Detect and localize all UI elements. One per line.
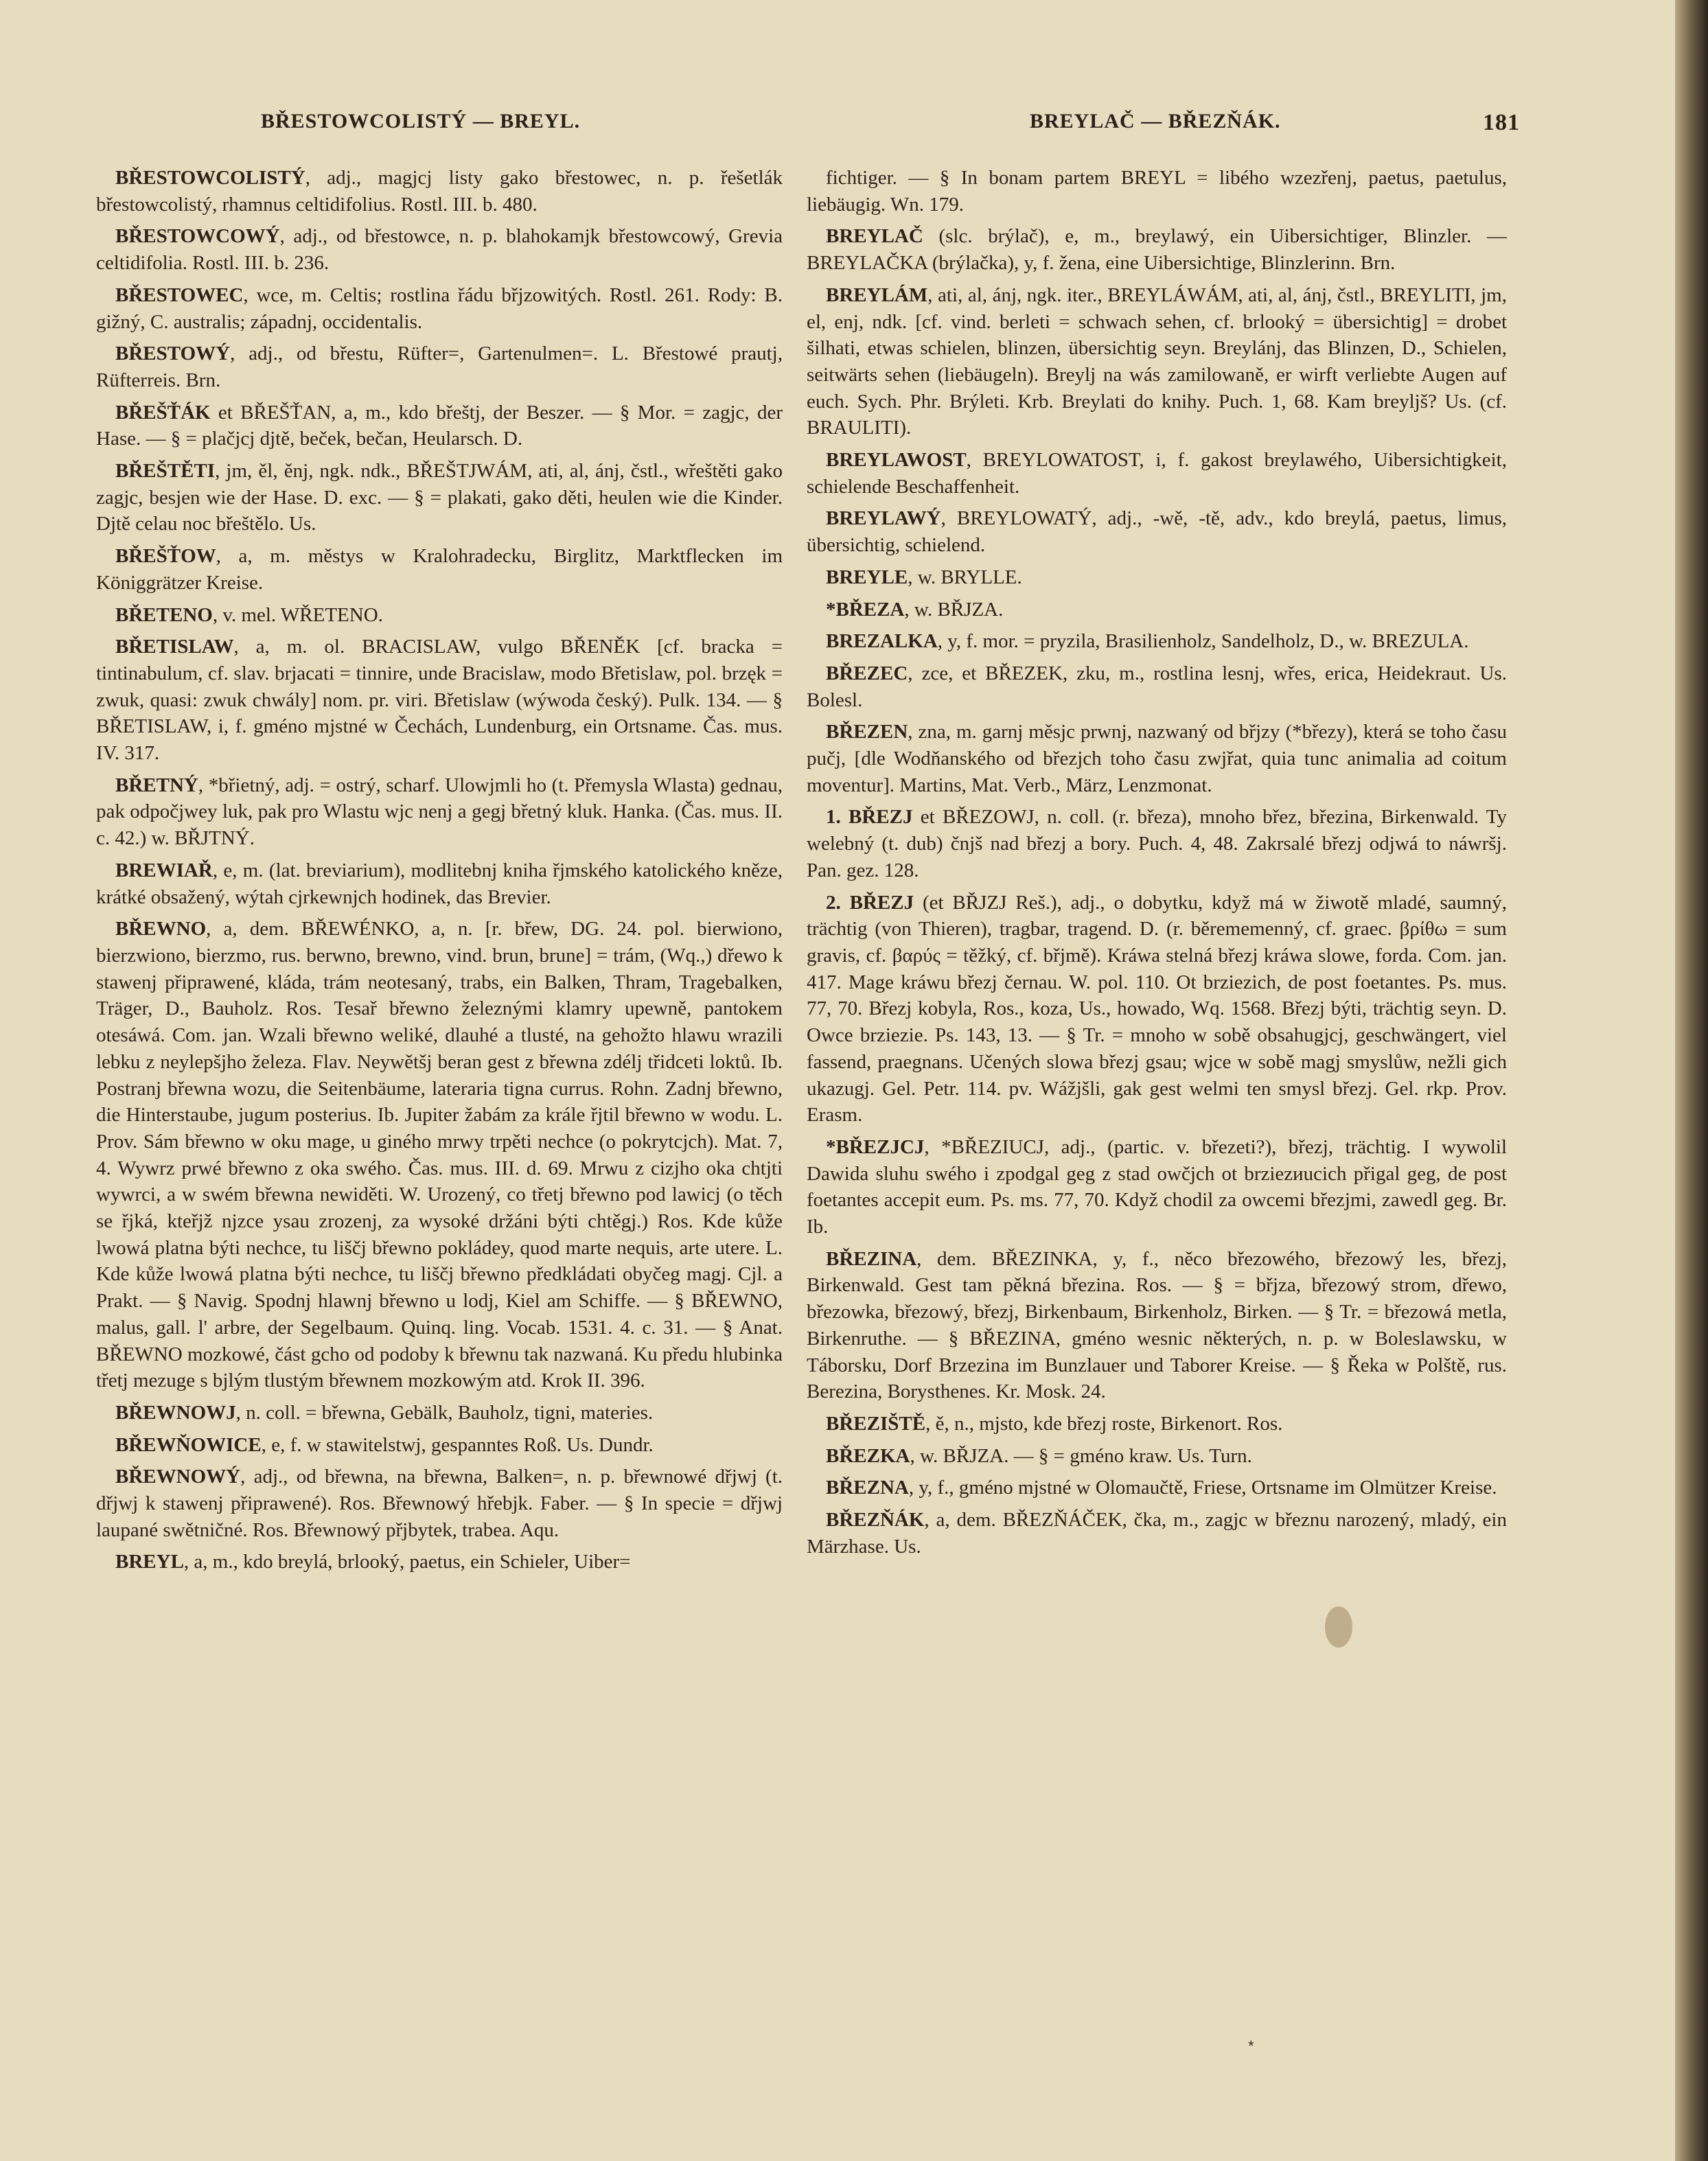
- dictionary-entry: [96, 400, 783, 452]
- entry-text: (slc. brýlač), e, m., breylawý, ein Uibersichtiger, Blinzler. — BREYLAČKA (brýlačka), y, f. žena, eine Uibersichtige, Blinzlerinn. Brn.: [807, 225, 1507, 275]
- entry-text: , a, m. ol. BRACISLAW, vulgo BŘENĚK [cf. bracka = tintinabulum, cf. slav. brjacati = tinnire, unde Bracislaw, modo Břetislaw, pol. brzęk = zwuk, quasi: zwuk chwály] nom. pr. viri. Břetislaw (wýwoda český). Pulk. 134. — § BŘETISLAW, i, f. gméno mjstné w Čechách, Lundenburg, ein Ortsname. Čas. mus. IV. 317.: [96, 636, 783, 765]
- entry-headword: BŘEŠŤOW: [115, 545, 216, 568]
- entry-text: , y, f. mor. = pryzila, Brasilienholz, Sandelholz, D., w. BREZULA.: [937, 630, 1469, 653]
- dictionary-entry: [96, 165, 783, 218]
- dictionary-entry: [96, 1464, 783, 1543]
- entry-text: , zna, m. garnj měsjc prwnj, nazwaný od břjzy (*březy), která se toho času pučj, [dle Wodňanského od březjch toho času zwjřat, quia tunc animalia ad coitum moventur]. Martins, Mat. Verb., März, Lenzmonat.: [807, 721, 1507, 796]
- entry-headword: BŘESTOWEC: [115, 284, 244, 306]
- entry-headword: BREYLAWÝ: [826, 507, 941, 530]
- entry-headword: BŘESTOWCOLISTÝ: [115, 167, 305, 189]
- entry-headword: BŘEZNA: [826, 1477, 909, 1499]
- entry-text: et BŘEŠŤAN, a, m., kdo břeštj, der Beszer. — § Mor. = zagjc, der Hase. — § = plačjcj djtě, beček, bečan, Heularsch. D.: [96, 401, 783, 450]
- dictionary-entry: [96, 634, 783, 767]
- entry-text: fichtiger. — § In bonam partem BREYL = libého wzezřenj, paetus, paetulus, liebäugig. Wn. 179.: [807, 167, 1507, 216]
- entry-text: , w. BŘJZA.: [904, 598, 1004, 621]
- dictionary-entry: [807, 447, 1507, 500]
- entry-text: , v. mel. WŘETENO.: [212, 603, 383, 626]
- header-right-title: BREYLAČ — BŘEZŇÁK.: [1030, 110, 1281, 132]
- entry-text: , y, f., gméno mjstné w Olomaučtě, Friese, Ortsname im Olmützer Kreise.: [908, 1477, 1497, 1499]
- entry-text: , BREYLOWATOST, i, f. gakost breylawého, Uibersichtigkeit, schielende Beschaffenheit.: [807, 449, 1507, 498]
- dictionary-entry: [807, 719, 1507, 798]
- entry-text: , a, dem. BŘEZŇÁČEK, čka, m., zagjc w březnu narozený, mladý, ein Märzhase. Us.: [807, 1509, 1507, 1558]
- entry-text: , zce, et BŘEZEK, zku, m., rostlina lesnj, wřes, erica, Heidekraut. Us. Bolesl.: [807, 662, 1507, 711]
- entry-text: , dem. BŘEZINKA, y, f., něco březowého, březowý les, březj, Birkenwald. Gest tam pěkná březina. Ros. — § = břjza, březowý strom, dřewo, březowka, březowý, březj, Birkenbaum, Birkenholz, Birken. — § Tr. = březowá metla, Birkenruthe. — § BŘEZINA, gméno wesnic některých, n. p. w Boleslawsku, w Táborsku, Dorf Brzezina im Bunzlauer und Taborer Kreise. — § Řeka w Polště, rus. Berezina, Borysthenes. Kr. Mosk. 24.: [807, 1247, 1507, 1403]
- entry-headword: *BŘEZJCJ: [826, 1135, 925, 1158]
- entry-headword: BŘESTOWCOWÝ: [115, 225, 280, 248]
- entry-headword: BREZALKA: [826, 630, 938, 653]
- entry-headword: BŘEWNO: [115, 918, 207, 940]
- entry-text: , e, m. (lat. breviarium), modlitebnj kniha řjmského katolického kněze, krátké obsažený, wýtah cjrkewnjch hodinek, das Brevier.: [96, 859, 783, 908]
- dictionary-entry: [96, 340, 783, 393]
- entry-text: , *břietný, adj. = ostrý, scharf. Ulowjmli ho (t. Přemysla Wlasta) gednau, pak odpočjwey luk, pak pro Wlastu wjc nenj a gegj břetný kluk. Hanka. (Čas. mus. II. c. 42.) w. BŘJTNÝ.: [96, 774, 783, 850]
- header-left-title: BŘESTOWCOLISTÝ — BREYL.: [261, 110, 581, 132]
- entry-headword: BŘEŠŤÁK: [115, 401, 211, 424]
- entry-headword: BŘESTOWÝ: [115, 343, 231, 365]
- paper-stain: [1325, 1606, 1352, 1648]
- dictionary-entry: [807, 505, 1507, 558]
- dictionary-entry: [96, 458, 783, 538]
- entry-headword: 2. BŘEZJ: [826, 891, 914, 914]
- dictionary-entry: [807, 1411, 1507, 1437]
- entry-headword: BŘEWNOWJ: [115, 1401, 236, 1424]
- dictionary-entry: [807, 1507, 1507, 1560]
- entry-text: , BREYLOWATÝ, adj., -wě, -tě, adv., kdo breylá, paetus, limus, übersichtig, schielend.: [807, 507, 1507, 557]
- entry-headword: BREYL: [115, 1551, 184, 1573]
- entry-headword: BREYLÁM: [826, 284, 928, 306]
- dictionary-entry: [807, 165, 1507, 218]
- entry-headword: BŘEWŇOWICE: [115, 1433, 262, 1456]
- left-column: [96, 165, 783, 1902]
- entry-text: , e, f. w stawitelstwj, gespanntes Roß. Us. Dundr.: [261, 1433, 654, 1456]
- entry-text: (et BŘJZJ Reš.), adj., o dobytku, když má w žiwotě mladé, saumný, trächtig (von Thieren), tragbar, tragend. D. (r. běrememenný, cf. graec. βρίθω = sum gravis, cf. βαρύς = těžký, cf. břjmě). Kráwa stelná březj kráwa slowe, forda. Com. jan. 417. Mage kráwu březj černau. W. pol. 110. Ot brziezich, de post foetantes. Ps. mus. 77, 70. Březj kobyla, Ros., koza, Us., howado, Wq. 1568. Březj býti, trächtig seyn. D. Owce brzieziе. Ps. 143, 13. — § Tr. = mnoho w sobě obsahugjcj, geschwängert, viel fassend, praegnans. Učených slowa březj gsau; wjce w sobě magj smyslůw, nežli gich ukazugj. Gel. Petr. 114. pv. Wážjšli, gak gest welmi ten smysl březj. Gel. rkp. Prov. Erasm.: [807, 891, 1507, 1126]
- dictionary-entry: [96, 857, 783, 910]
- entry-headword: BŘEZEC: [826, 662, 908, 684]
- entry-headword: BŘEZKA: [826, 1444, 910, 1467]
- dictionary-entry: [96, 602, 783, 629]
- entry-headword: BŘEZEN: [826, 721, 908, 743]
- dictionary-entry: [96, 916, 783, 1394]
- dictionary-entry: [807, 804, 1507, 883]
- entry-headword: 1. BŘEZJ: [826, 806, 913, 829]
- entry-text: , adj., od břestowce, n. p. blahokamjk břestowcowý, Grevia celtidifolia. Rostl. III. b. 236.: [96, 225, 783, 275]
- entry-headword: BŘETISLAW: [115, 636, 234, 658]
- dictionary-entry: [807, 1475, 1507, 1501]
- entry-headword: BREYLE: [826, 566, 908, 588]
- dictionary-entry: [807, 1246, 1507, 1405]
- entry-text: , *BŘEZIUCJ, adj., (partic. v. březeti?), březj, trächtig. I wywolil Dawida sluhu swého i zpodgal geg z stad owčjch ot brziezиucich přigal geg, de post foetantes accepit eum. Ps. ms. 77, 70. Když chodil za owcemi březjmi, zawedl geg. Br. Ib.: [807, 1135, 1507, 1238]
- entry-headword: BŘEZŇÁK: [826, 1509, 925, 1532]
- entry-text: , ati, al, ánj, ngk. iter., BREYLÁWÁM, ati, al, ánj, čstl., BREYLITI, jm, el, enj, ndk. [cf. vind. berleti = schwach sehen, cf. brlooký = übersichtig] = drobet šilhati, etwas schielen, blinzen, übersichtig seyn. Breylánj, das Blinzen, D., Schielen, seitwärts sehen (liebäugeln). Breylj na wás zamilowaně, er wirft verliebte Augen auf euch. Sych. Phr. Brýleti. Krb. Breylati do knihy. Puch. 1, 68. Kam breylјš? Us. (cf. BRAULITI).: [807, 284, 1507, 439]
- dictionary-entry: [807, 282, 1507, 441]
- entry-text: , adj., magjcj listy gako břestowec, n. p. řešetlák břestowcolistý, rhamnus celtidifolius. Rostl. III. b. 480.: [96, 167, 783, 216]
- dictionary-entry: [807, 1134, 1507, 1240]
- dictionary-entry: [96, 223, 783, 276]
- entry-headword: BŘEZIŠTĚ: [826, 1412, 926, 1435]
- dictionary-entry: [807, 564, 1507, 591]
- dictionary-entry: [96, 1400, 783, 1426]
- dictionary-entry: [807, 223, 1507, 276]
- entry-headword: BŘEŠTĚTI: [115, 460, 216, 483]
- dictionary-entry: [96, 772, 783, 852]
- dictionary-entry: [807, 628, 1507, 655]
- dictionary-entry: [96, 1549, 783, 1575]
- entry-text: , adj., od břewna, na břewna, Balken=, n. p. břewnowé dřjwj (t. dřjwj k stawenj připrawené). Ros. Břewnowý hřebjk. Faber. — § In specie = dřjwj laupané swětničné. Ros. Břewnowý přjbytek, trabea. Aqu.: [96, 1466, 783, 1541]
- entry-headword: BŘEZINA: [826, 1247, 917, 1270]
- dictionary-entry: [96, 1432, 783, 1459]
- entry-headword: BŘETENO: [115, 603, 213, 626]
- dictionary-entry: [807, 597, 1507, 623]
- entry-text: , ě, n., mjsto, kde březj roste, Birkenort. Ros.: [925, 1412, 1283, 1435]
- dictionary-entry: [807, 890, 1507, 1129]
- entry-headword: BŘETNÝ: [115, 774, 198, 796]
- entry-headword: BREWIAŘ: [115, 859, 213, 881]
- entry-text: , adj., od břestu, Rüfter=, Gartenulmen=. L. Břestowé prautj, Rüfterreis. Brn.: [96, 343, 783, 391]
- entry-text: , a, dem. BŘEWÉNKO, a, n. [r. břew, DG. 24. pol. bierwiono, bierzwiono, bierzmo, rus. berwno, brewno, vind. brun, brune] = trám, (Wq.,) dřewo k stawenj připrawené, kláda, trám neotesaný, trabs, ein Balken, Thram, Tragebalken, Träger, D., Bauholz. Ros. Tesař břewno železnými klamry upewně, pantokem otesáwá. Com. jan. Wzali břewno weliké, dlauhé a tlusté, na gehožto hlawu wrazili lebku z neylepšjho železa. Flav. Neywětšj beran gest z břewna zdélj třidceti loktů. Ib. Postranj břewna wozu, die Seitenbäume, lateraria tigna currus. Rohn. Zadnj břewno, die Hinterstaube, jugum posterius. Ib. Jupiter žabám za krále řjtil břewno w wodu. L. Prov. Sám břewno w oku mage, u giného mrwy trpěti nechce (o pokrytcjch). Mat. 7, 4. Wywrz prwé břewno z oka swého. Čas. mus. III. d. 69. Mrwu z cizjho oka chtjti wywrci, a w swém břewna newiděti. W. Urozený, co třetj břewno pod lawicj (o těch se řjká, kteřjž njzce ysau zrozenj, za wysoké držáni býti chtěgj.) Ros. Kde kůže lwowá platna býti nechce, tu liščj břewno pokládey, quod marte nequis, arte utere. L. Kde kůže lwowá platna býti nechce, tu liščj břewno předkládati obyčeg magj. Cjl. a Prakt. — § Navig. Spodnj hlawnj břewno u lodj, Kiel am Schiffe. — § BŘEWNO, malus, gall. l' arbre, der Segelbaum. Quinq. ling. Vocab. 1531. 4. c. 31. — § Anat. BŘEWNO mozkowé, část gcho od podoby k břewnu tak nazwaná. Ku předu hlubinka třetj mezuge s bjlým tlustým břewnem mozkowým atd. Krok II. 396.: [96, 918, 783, 1392]
- dictionary-entry: [807, 1443, 1507, 1470]
- dictionary-entry: [807, 660, 1507, 713]
- running-header: [0, 110, 1708, 151]
- entry-headword: BREYLAWOST: [826, 449, 967, 472]
- right-column: [807, 165, 1507, 1902]
- entry-headword: BREYLAČ: [826, 225, 923, 248]
- dictionary-entry: [96, 543, 783, 596]
- page-number: 181: [1483, 110, 1520, 135]
- page-edge-shadow: [1675, 0, 1708, 2161]
- entry-text: , a, m., kdo breylá, brlooký, paetus, ein Schieler, Uiber=: [183, 1551, 631, 1573]
- entry-headword: BŘEWNOWÝ: [115, 1466, 241, 1488]
- dictionary-entry: [96, 282, 783, 335]
- entry-text: , n. coll. = břewna, Gebälk, Bauholz, tigni, materies.: [235, 1401, 654, 1424]
- entry-text: , w. BŘJZA. — § = gméno kraw. Us. Turn.: [910, 1444, 1252, 1467]
- entry-text: , a, m. městys w Kralohradecku, Birglitz, Marktflecken im Königgrätzer Kreise.: [96, 545, 783, 594]
- entry-text: et BŘEZOWJ, n. coll. (r. březa), mnoho břez, březina, Birkenwald. Ty welebný (t. dub) čnjš nad březj a bory. Puch. 4, 48. Zakrsalé březj odjwá to náwršj. Pan. gez. 128.: [807, 806, 1507, 881]
- entry-text: , w. BRYLLE.: [908, 566, 1022, 588]
- entry-text: , jm, ěl, ěnj, ngk. ndk., BŘEŠTJWÁM, ati, al, ánj, čstl., wřeštěti gako zagjc, besjen wie der Hase. D. exc. — § = plakati, gako děti, heulen wie die Kinder. Djtě celau noc břeštělo. Us.: [96, 460, 783, 535]
- entry-text: , wce, m. Celtis; rostlina řádu břjzowitých. Rostl. 261. Rody: B. gižný, C. australis; západnj, occidentalis.: [96, 284, 783, 333]
- footer-mark: *: [1248, 2037, 1254, 2055]
- entry-headword: *BŘEZA: [826, 598, 905, 621]
